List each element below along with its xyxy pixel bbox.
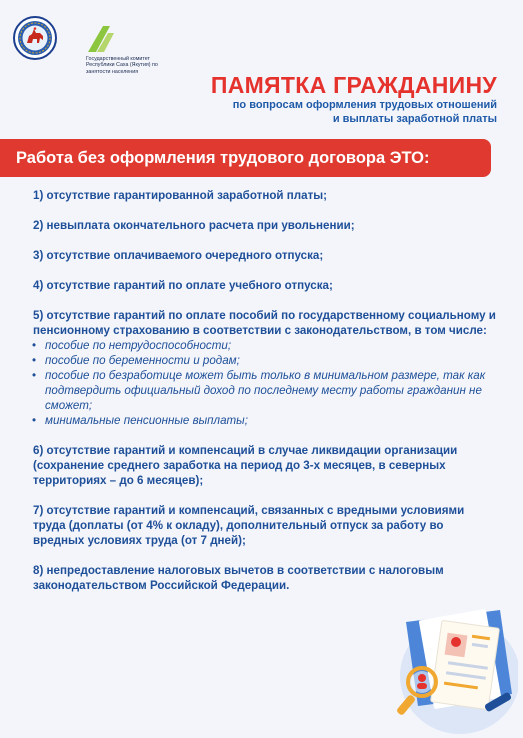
republic-emblem-icon: [13, 16, 57, 60]
sublist-item: • пособие по беременности и родам;: [33, 353, 498, 368]
list-item-1: 1) отсутствие гарантированной заработной платы;: [33, 189, 328, 202]
list-item-5-block: [33, 308, 498, 428]
section-banner-text: Работа без оформления трудового договора ЭТО:: [16, 149, 430, 167]
page-title: ПАМЯТКА ГРАЖДАНИНУ: [210, 72, 497, 98]
list-item-7: 7) отсутствие гарантий и компенсаций, связанных с вредными условиями труда (доплаты (от 4% к окладу), дополнительный отпуск за работу во вредных условиях труда (от 7 дней);: [33, 504, 465, 547]
subtitle-line-1: по вопросам оформления трудовых отношений: [232, 99, 497, 111]
consequences-list: [33, 188, 498, 608]
list-item-3: 3) отсутствие оплачиваемого очередного отпуска;: [33, 249, 324, 262]
list-item-6: 6) отсутствие гарантий и компенсаций в случае ликвидации организации (сохранение среднего заработка на период до 3-х месяцев, в северных территориях – до 6 месяцев);: [33, 444, 458, 487]
sublist-item: • пособие по безработице может быть только в минимальном размере, так как подтвердить официальный доход по последнему месту работы гражданин не сможет;: [33, 368, 498, 413]
employment-committee-logo-icon: [86, 24, 116, 54]
page-subtitle: [157, 99, 497, 126]
list-item-2: 2) невыплата окончательного расчета при увольнении;: [33, 219, 355, 232]
benefits-sublist: [33, 338, 498, 428]
list-item-5: 5) отсутствие гарантий по оплате пособий по государственному социальному и пенсионному страхованию в соответствии с законодательством, в том числе:: [33, 309, 496, 337]
agency-name: Государственный комитет Республики Саха (Якутия) по занятости населения: [86, 56, 158, 75]
list-item-4: 4) отсутствие гарантий по оплате учебного отпуска;: [33, 279, 333, 292]
list-item-8: 8) непредоставление налоговых вычетов в соответствии с налоговым законодательством Российской Федерации.: [33, 564, 444, 592]
sublist-item: • минимальные пенсионные выплаты;: [33, 413, 498, 428]
sublist-item: • пособие по нетрудоспособности;: [33, 338, 498, 353]
documents-illustration-icon: [388, 602, 518, 736]
section-banner: [0, 139, 491, 177]
subtitle-line-2: и выплаты заработной платы: [332, 112, 497, 125]
